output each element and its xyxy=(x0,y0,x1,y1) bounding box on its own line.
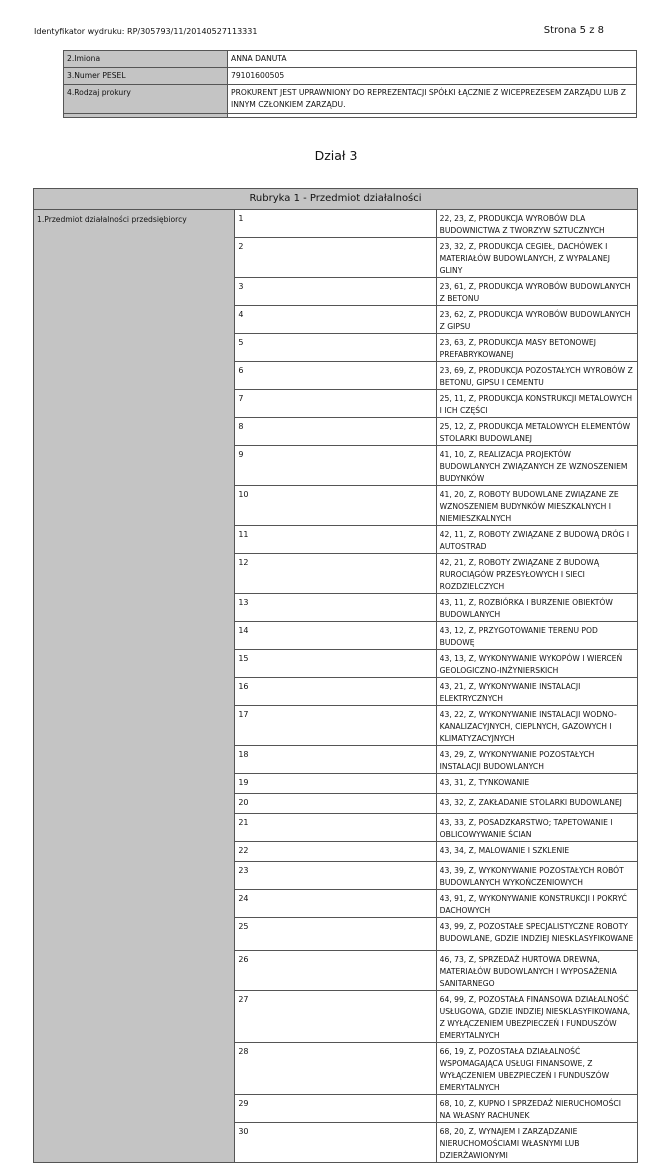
activity-description: 41, 10, Z, REALIZACJA PROJEKTÓW BUDOWLANYCH ZWIĄZANYCH ZE WZNOSZENIEM BUDYNKÓW xyxy=(436,446,637,486)
activity-description: 43, 39, Z, WYKONYWANIE POZOSTAŁYCH ROBÓT BUDOWLANYCH WYKOŃCZENIOWYCH xyxy=(436,862,637,890)
activity-number: 18 xyxy=(235,746,436,774)
rubric-header-row xyxy=(34,189,638,210)
activity-number: 13 xyxy=(235,594,436,622)
activity-description: 42, 11, Z, ROBOTY ZWIĄZANE Z BUDOWĄ DRÓG I AUTOSTRAD xyxy=(436,526,637,554)
table-spacer-row xyxy=(64,114,637,118)
activity-number: 26 xyxy=(235,951,436,991)
activity-description: 43, 33, Z, POSADZKARSTWO; TAPETOWANIE I OBLICOWYWANIE ŚCIAN xyxy=(436,814,637,842)
activity-description: 25, 11, Z, PRODUKCJA KONSTRUKCJI METALOWYCH I ICH CZĘŚCI xyxy=(436,390,637,418)
activity-number: 1 xyxy=(235,210,436,238)
activity-description: 23, 69, Z, PRODUKCJA POZOSTAŁYCH WYROBÓW Z BETONU, GIPSU I CEMENTU xyxy=(436,362,637,390)
activity-number: 8 xyxy=(235,418,436,446)
activity-description: 43, 34, Z, MALOWANIE I SZKLENIE xyxy=(436,842,637,862)
activity-description: 43, 99, Z, POZOSTAŁE SPECJALISTYCZNE ROBOTY BUDOWLANE, GDZIE INDZIEJ NIESKLASYFIKOWANE xyxy=(436,918,637,951)
activity-description: 43, 12, Z, PRZYGOTOWANIE TERENU POD BUDOWĘ xyxy=(436,622,637,650)
activity-description: 68, 20, Z, WYNAJEM I ZARZĄDZANIE NIERUCHOMOŚCIAMI WŁASNYMI LUB DZIERŻAWIONYMI xyxy=(436,1123,637,1163)
table-row xyxy=(64,68,637,85)
activity-description: 46, 73, Z, SPRZEDAŻ HURTOWA DREWNA, MATERIAŁÓW BUDOWLANYCH I WYPOSAŻENIA SANITARNEGO xyxy=(436,951,637,991)
print-identifier: Identyfikator wydruku: RP/305793/11/20140527113331 xyxy=(34,27,258,36)
page-number: Strona 5 z 8 xyxy=(543,25,604,36)
activity-description: 43, 32, Z, ZAKŁADANIE STOLARKI BUDOWLANEJ xyxy=(436,794,637,814)
table-row xyxy=(34,210,638,238)
activity-description: 68, 10, Z, KUPNO I SPRZEDAŻ NIERUCHOMOŚCI NA WŁASNY RACHUNEK xyxy=(436,1095,637,1123)
activity-number: 4 xyxy=(235,306,436,334)
spacer-cell xyxy=(228,114,637,118)
activity-description: 22, 23, Z, PRODUKCJA WYROBÓW DLA BUDOWNICTWA Z TWORZYW SZTUCZNYCH xyxy=(436,210,637,238)
activity-number: 21 xyxy=(235,814,436,842)
activity-description: 23, 32, Z, PRODUKCJA CEGIEŁ, DACHÓWEK I MATERIAŁÓW BUDOWLANYCH, Z WYPALANEJ GLINY xyxy=(436,238,637,278)
activity-number: 22 xyxy=(235,842,436,862)
activity-number: 2 xyxy=(235,238,436,278)
activity-number: 3 xyxy=(235,278,436,306)
field-value: PROKURENT JEST UPRAWNIONY DO REPREZENTACJI SPÓŁKI ŁĄCZNIE Z WICEPREZESEM ZARZĄDU LUB Z INNYM CZŁONKIEM ZARZĄDU. xyxy=(228,85,637,114)
activity-number: 14 xyxy=(235,622,436,650)
proxy-table xyxy=(63,50,637,118)
activity-description: 42, 21, Z, ROBOTY ZWIĄZANE Z BUDOWĄ RUROCIĄGÓW PRZESYŁOWYCH I SIECI ROZDZIELCZYCH xyxy=(436,554,637,594)
activity-description: 43, 22, Z, WYKONYWANIE INSTALACJI WODNO-KANALIZACYJNYCH, CIEPLNYCH, GAZOWYCH I KLIMATYZACYJNYCH xyxy=(436,706,637,746)
field-label: 4.Rodzaj prokury xyxy=(64,85,228,114)
activity-number: 9 xyxy=(235,446,436,486)
activity-number: 17 xyxy=(235,706,436,746)
activity-description: 66, 19, Z, POZOSTAŁA DZIAŁALNOŚĆ WSPOMAGAJĄCA USŁUGI FINANSOWE, Z WYŁĄCZENIEM UBEZPIECZEŃ I FUNDUSZÓW EMERYTALNYCH xyxy=(436,1043,637,1095)
table-row xyxy=(64,51,637,68)
activity-number: 20 xyxy=(235,794,436,814)
activity-number: 30 xyxy=(235,1123,436,1163)
activity-description: 23, 61, Z, PRODUKCJA WYROBÓW BUDOWLANYCH Z BETONU xyxy=(436,278,637,306)
section-title: Dział 3 xyxy=(314,148,358,163)
table-row xyxy=(64,85,637,114)
activity-number: 28 xyxy=(235,1043,436,1095)
activity-number: 19 xyxy=(235,774,436,794)
activity-number: 24 xyxy=(235,890,436,918)
activity-number: 25 xyxy=(235,918,436,951)
activity-number: 12 xyxy=(235,554,436,594)
activity-number: 6 xyxy=(235,362,436,390)
activity-number: 5 xyxy=(235,334,436,362)
activity-description: 43, 29, Z, WYKONYWANIE POZOSTAŁYCH INSTALACJI BUDOWLANYCH xyxy=(436,746,637,774)
activity-number: 27 xyxy=(235,991,436,1043)
activity-number: 15 xyxy=(235,650,436,678)
activity-description: 41, 20, Z, ROBOTY BUDOWLANE ZWIĄZANE ZE WZNOSZENIEM BUDYNKÓW MIESZKALNYCH I NIEMIESZKALNYCH xyxy=(436,486,637,526)
activity-number: 16 xyxy=(235,678,436,706)
print-header xyxy=(34,26,604,40)
activity-description: 64, 99, Z, POZOSTAŁA FINANSOWA DZIAŁALNOŚĆ USŁUGOWA, GDZIE INDZIEJ NIESKLASYFIKOWANA, Z WYŁĄCZENIEM UBEZPIECZEŃ I FUNDUSZÓW EMERYTALNYCH xyxy=(436,991,637,1043)
field-label: 3.Numer PESEL xyxy=(64,68,228,85)
activity-description: 23, 62, Z, PRODUKCJA WYROBÓW BUDOWLANYCH Z GIPSU xyxy=(436,306,637,334)
activity-description: 43, 91, Z, WYKONYWANIE KONSTRUKCJI I POKRYĆ DACHOWYCH xyxy=(436,890,637,918)
activity-number: 7 xyxy=(235,390,436,418)
field-value: ANNA DANUTA xyxy=(228,51,637,68)
activity-description: 25, 12, Z, PRODUKCJA METALOWYCH ELEMENTÓW STOLARKI BUDOWLANEJ xyxy=(436,418,637,446)
activity-number: 10 xyxy=(235,486,436,526)
activity-number: 29 xyxy=(235,1095,436,1123)
activity-description: 43, 13, Z, WYKONYWANIE WYKOPÓW I WIERCEŃ GEOLOGICZNO-INŻYNIERSKICH xyxy=(436,650,637,678)
activity-table xyxy=(33,188,638,1163)
activity-description: 43, 21, Z, WYKONYWANIE INSTALACJI ELEKTRYCZNYCH xyxy=(436,678,637,706)
rubric-title: Rubryka 1 - Przedmiot działalności xyxy=(34,189,638,210)
spacer-cell xyxy=(64,114,228,118)
activity-number: 23 xyxy=(235,862,436,890)
field-label: 1.Przedmiot działalności przedsiębiorcy xyxy=(34,210,235,1163)
activity-description: 43, 31, Z, TYNKOWANIE xyxy=(436,774,637,794)
activity-description: 43, 11, Z, ROZBIÓRKA I BURZENIE OBIEKTÓW BUDOWLANYCH xyxy=(436,594,637,622)
activity-description: 23, 63, Z, PRODUKCJA MASY BETONOWEJ PREFABRYKOWANEJ xyxy=(436,334,637,362)
activity-number: 11 xyxy=(235,526,436,554)
field-value: 79101600505 xyxy=(228,68,637,85)
field-label: 2.Imiona xyxy=(64,51,228,68)
